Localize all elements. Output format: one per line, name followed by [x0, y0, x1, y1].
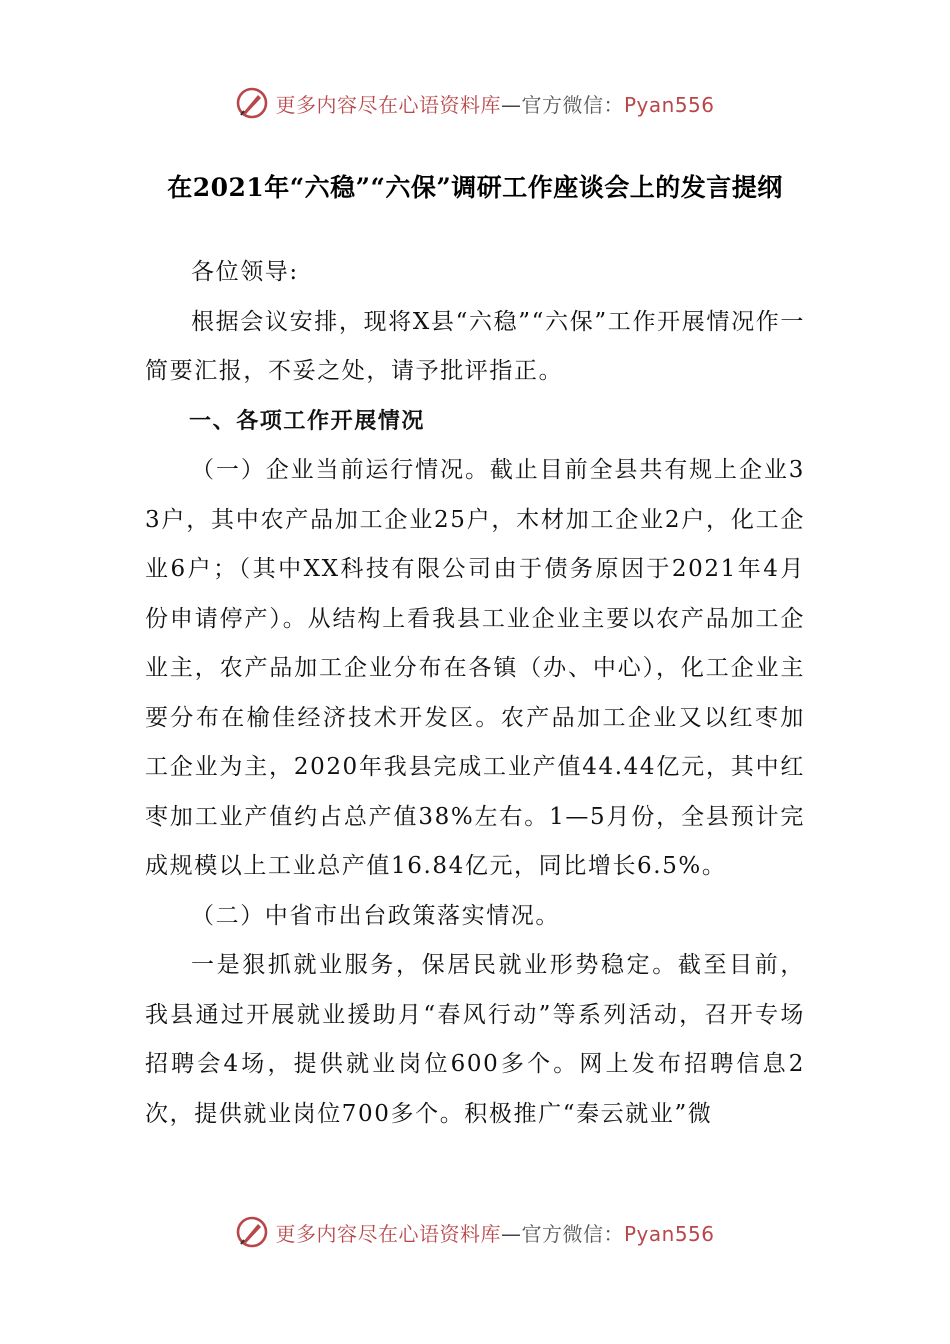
watermark-label: 官方微信：	[521, 1221, 624, 1246]
watermark-banner-top	[0, 83, 950, 123]
watermark-site-text: 更多内容尽在心语资料库	[275, 92, 501, 117]
watermark-dash: —	[500, 1221, 522, 1246]
quill-logo-icon	[235, 86, 269, 120]
quill-logo-icon	[235, 1215, 269, 1249]
watermark-wechat-id: Pyan556	[623, 92, 715, 117]
subsection-2-paragraph: 一是狠抓就业服务，保居民就业形势稳定。截至目前，我县通过开展就业援助月“春风行动”等系列活动，召开专场招聘会4场，提供就业岗位600多个。网上发布招聘信息2次，提供就业岗位700多个。积极推广“秦云就业”微	[145, 952, 805, 1127]
intro-paragraph: 根据会议安排，现将X县“六稳”“六保”工作开展情况作一简要汇报，不妥之处，请予批评指正。	[145, 308, 805, 384]
subsection-2-heading: （二）中省市出台政策落实情况。	[191, 902, 560, 929]
section-heading-1: 一、各项工作开展情况	[189, 408, 426, 434]
watermark-text	[275, 89, 714, 118]
salutation: 各位领导:	[191, 259, 299, 285]
document-body	[145, 248, 805, 1139]
subsection-1-paragraph: （一）企业当前运行情况。截止目前全县共有规上企业33户，其中农产品加工企业25户，木材加工企业2户，化工企业6户；（其中XX科技有限公司由于债务原因于2021年4月份申请停产）。从结构上看我县工业企业主要以农产品加工企业主，农产品加工企业分布在各镇（办、中心），化工企业主要分布在榆佳经济技术开发区。农产品加工企业又以红枣加工企业为主，2020年我县完成工业产值44.44亿元，其中红枣加工业产值约占总产值38%左右。1—5月份，全县预计完成规模以上工业总产值16.84亿元，同比增长6.5%。	[145, 457, 805, 879]
watermark-banner-bottom	[0, 1212, 950, 1252]
watermark-dash: —	[500, 92, 522, 117]
document-title: 在2021年“六稳”“六保”调研工作座谈会上的发言提纲	[167, 173, 783, 202]
watermark-text	[275, 1218, 714, 1247]
watermark-wechat-id: Pyan556	[623, 1221, 715, 1246]
watermark-site-text: 更多内容尽在心语资料库	[275, 1221, 501, 1246]
watermark-label: 官方微信：	[521, 92, 624, 117]
